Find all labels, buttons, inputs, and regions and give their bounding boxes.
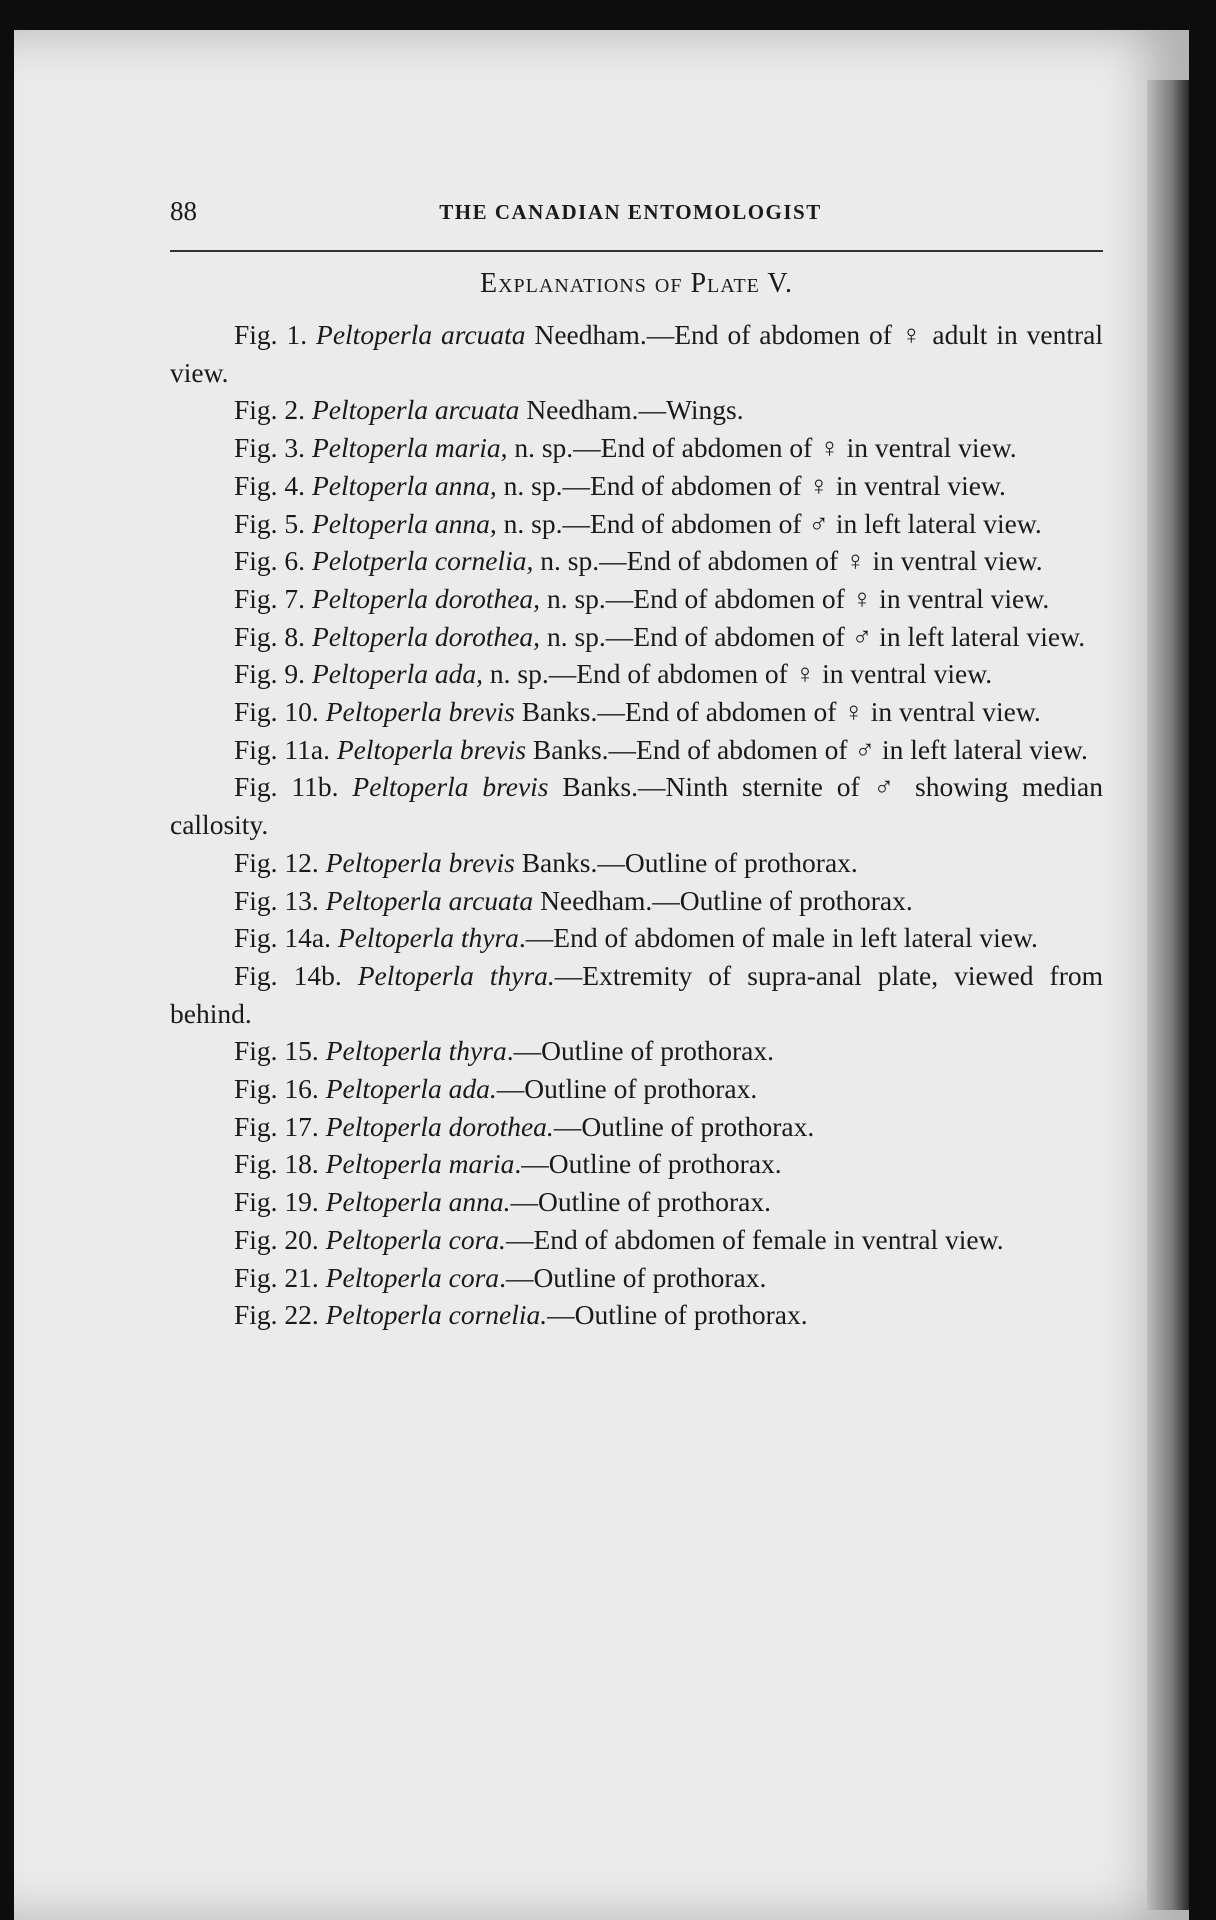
figure-description: —Outline of prothorax. [553,1110,815,1142]
figure-description: .—Outline of prothorax. [506,1035,775,1067]
figure-number: Fig. 22. [234,1299,319,1331]
species-name: Peltoperla cora. [325,1223,506,1255]
species-name: Peltoperla dorothea, [311,620,541,652]
figure-number: Fig. 11b. [234,771,339,803]
figure-entry [170,1221,1103,1259]
species-name: Pelotperla cornelia, [311,545,534,577]
species-name: Peltoperla thyra. [357,959,555,991]
figure-description: .—Outline of prothorax. [514,1148,782,1180]
figure-number: Fig. 20. [234,1223,319,1255]
figure-number: Fig. 7. [234,582,306,614]
figure-entry [170,429,1103,467]
figure-number: Fig. 5. [234,507,306,539]
species-name: Peltoperla thyra [337,922,519,954]
figure-entry [170,957,1103,1032]
species-name: Peltoperla anna, [311,469,497,501]
figure-number: Fig. 12. [234,846,319,878]
species-name: Peltoperla arcuata [311,394,520,426]
figure-explanations-list [170,316,1103,1334]
figure-entry [170,1070,1103,1108]
species-name: Peltoperla brevis [336,733,527,765]
species-name: Peltoperla maria [325,1148,515,1180]
plate-title: Explanations of Plate V. [479,268,793,299]
figure-entry [170,1183,1103,1221]
figure-number: Fig. 10. [234,696,319,728]
figure-number: Fig. 13. [234,884,319,916]
figure-description: —Outline of prothorax. [496,1073,758,1105]
species-name: Peltoperla arcuata [316,319,526,350]
figure-entry [170,391,1103,429]
figure-entry [170,467,1103,505]
species-name: Peltoperla thyra [325,1035,507,1067]
species-name: Peltoperla dorothea. [325,1110,554,1142]
running-head: THE CANADIAN ENTOMOLOGIST [439,200,822,224]
figure-description: n. sp.—End of abdomen of ♀ in ventral view. [533,545,1043,577]
figure-entry [170,655,1103,693]
species-name: Peltoperla brevis [352,771,549,803]
figure-number: Fig. 3. [234,432,306,464]
figure-entry [170,882,1103,920]
figure-entry [170,1032,1103,1070]
figure-description: n. sp.—End of abdomen of ♀ in ventral view. [483,658,993,690]
figure-number: Fig. 11a. [234,733,330,765]
figure-description: Banks.—Ninth sternite of ♂ showing median callosity. [170,771,1103,841]
figure-entry [170,1108,1103,1146]
figure-description: n. sp.—End of abdomen of ♀ in ventral view. [540,582,1050,614]
figure-description: n. sp.—End of abdomen of ♀ in ventral view. [496,469,1006,501]
figure-entry [170,731,1103,769]
figure-number: Fig. 21. [234,1261,319,1293]
figure-entry [170,1296,1103,1334]
header-rule [170,250,1103,252]
species-name: Peltoperla brevis [325,696,515,728]
species-name: Peltoperla brevis [325,846,515,878]
figure-entry [170,844,1103,882]
figure-entry [170,1259,1103,1297]
figure-number: Fig. 4. [234,469,306,501]
figure-description: n. sp.—End of abdomen of ♂ in left lateral view. [496,507,1042,539]
figure-entry [170,542,1103,580]
figure-description: —Extremity of supra-anal plate, viewed from behind. [170,959,1103,1029]
figure-description: Banks.—Outline of prothorax. [514,846,858,878]
species-name: Peltoperla anna. [325,1186,511,1218]
page-edge-shadow [1147,80,1189,1910]
species-name: Peltoperla cora [325,1261,500,1293]
figure-description: Needham.—Wings. [519,394,744,426]
figure-entry [170,316,1103,391]
figure-number: Fig. 15. [234,1035,319,1067]
figure-number: Fig. 2. [234,394,306,426]
species-name: Peltoperla ada. [325,1073,497,1105]
page-number: 88 [170,196,197,226]
species-name: Peltoperla cornelia. [325,1299,548,1331]
figure-number: Fig. 18. [234,1148,319,1180]
figure-number: Fig. 14a. [234,922,332,954]
figure-number: Fig. 14b. [234,959,342,991]
figure-description: Banks.—End of abdomen of ♂ in left lateral view. [526,733,1088,765]
figure-entry [170,919,1103,957]
figure-description: —Outline of prothorax. [547,1299,808,1331]
species-name: Peltoperla anna, [311,507,497,539]
figure-description: Banks.—End of abdomen of ♀ in ventral view. [514,696,1041,728]
figure-entry [170,693,1103,731]
figure-entry [170,580,1103,618]
figure-entry [170,768,1103,843]
figure-number: Fig. 8. [234,620,306,652]
page-header [158,196,1103,236]
species-name: Peltoperla dorothea, [311,582,541,614]
figure-description: .—Outline of prothorax. [499,1261,767,1293]
figure-number: Fig. 9. [234,658,306,690]
figure-entry [170,618,1103,656]
figure-description: —End of abdomen of female in ventral view. [505,1223,1004,1255]
figure-description: n. sp.—End of abdomen of ♂ in left lateral view. [540,620,1086,652]
figure-description: Needham.—End of abdomen of ♀ adult in ventral view. [170,319,1103,388]
figure-entry [170,505,1103,543]
figure-description: n. sp.—End of abdomen of ♀ in ventral view. [507,432,1017,464]
figure-number: Fig. 17. [234,1110,319,1142]
species-name: Peltoperla arcuata [325,884,534,916]
figure-number: Fig. 19. [234,1186,319,1218]
figure-number: Fig. 6. [234,545,306,577]
figure-description: Needham.—Outline of prothorax. [533,884,913,916]
species-name: Peltoperla maria, [311,432,508,464]
species-name: Peltoperla ada, [311,658,484,690]
figure-number: Fig. 16. [234,1073,319,1105]
figure-number: Fig. 1. [234,319,308,350]
figure-description: —Outline of prothorax. [510,1186,771,1218]
figure-entry [170,1145,1103,1183]
figure-description: .—End of abdomen of male in left lateral view. [518,922,1038,954]
